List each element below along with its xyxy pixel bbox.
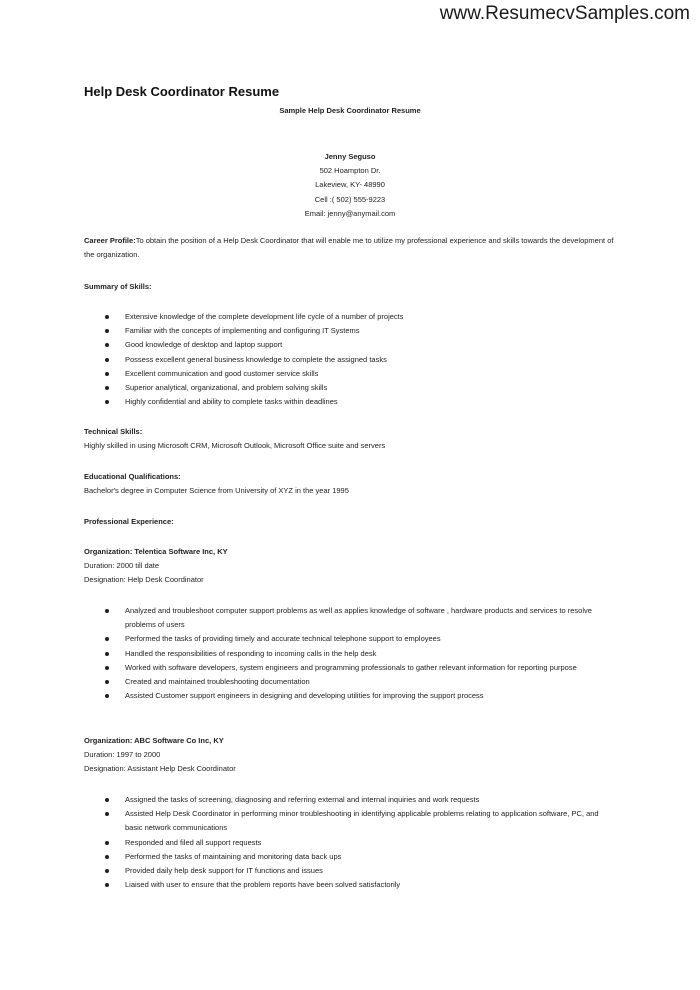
job-organization: Organization: Telentica Software Inc, KY [84, 547, 228, 556]
list-item: Superior analytical, organizational, and problem solving skills [84, 381, 604, 395]
career-profile-label: Career Profile: [84, 236, 136, 245]
list-item: Worked with software developers, system engineers and programming professionals to gather relevant information for reporting purpose [84, 661, 604, 675]
list-item: Highly confidential and ability to complete tasks within deadlines [84, 395, 604, 409]
technical-text: Highly skilled in using Microsoft CRM, Microsoft Outlook, Microsoft Office suite and servers [84, 441, 386, 451]
technical-heading: Technical Skills: [84, 427, 143, 436]
career-profile-text: To obtain the position of a Help Desk Coordinator that will enable me to utilize my professional experience and skills towards the development of the organization. [84, 236, 614, 260]
job-designation: Designation: Help Desk Coordinator [84, 575, 204, 585]
job-organization: Organization: ABC Software Co Inc, KY [84, 736, 224, 745]
list-item: Performed the tasks of maintaining and monitoring data back ups [84, 850, 604, 864]
list-item: Responded and filed all support requests [84, 836, 604, 850]
contact-address: 502 Hoampton Dr. [319, 166, 381, 176]
job-designation: Designation: Assistant Help Desk Coordinator [84, 764, 236, 774]
list-item: Excellent communication and good customer service skills [84, 367, 604, 381]
experience-heading: Professional Experience: [84, 517, 174, 526]
list-item: Extensive knowledge of the complete development life cycle of a number of projects [84, 310, 604, 324]
page-title: Help Desk Coordinator Resume [84, 84, 280, 99]
job-duration: Duration: 2000 till date [84, 561, 160, 571]
contact-cell: Cell :( 502) 555-9223 [314, 194, 386, 204]
list-item: Analyzed and troubleshoot computer support problems as well as applies knowledge of software , hardware products and services to resolve problems of users [84, 604, 604, 632]
skills-list [84, 310, 604, 409]
list-item: Assisted Help Desk Coordinator in performing minor troubleshooting in identifying applicable problems relating to application software, PC, and basic network communications [84, 807, 604, 835]
contact-city: Lakeview, KY- 48990 [315, 180, 385, 190]
contact-block [0, 150, 700, 221]
contact-name: Jenny Seguso [324, 152, 376, 161]
job-1-duties [84, 604, 604, 703]
technical-skills [84, 425, 624, 453]
list-item: Familiar with the concepts of implementing and configuring IT Systems [84, 324, 604, 338]
education-heading: Educational Qualifications: [84, 472, 181, 481]
job-2 [84, 734, 624, 777]
list-item: Performed the tasks of providing timely and accurate technical telephone support to employees [84, 632, 604, 646]
job-2-duties [84, 793, 604, 892]
site-watermark: www.ResumecvSamples.com [439, 3, 690, 24]
list-item: Good knowledge of desktop and laptop support [84, 338, 604, 352]
list-item: Created and maintained troubleshooting documentation [84, 675, 604, 689]
list-item: Assisted Customer support engineers in designing and developing utilities for improving the support process [84, 689, 604, 703]
list-item: Handled the responsibilities of responding to incoming calls in the help desk [84, 647, 604, 661]
list-item: Possess excellent general business knowledge to complete the assigned tasks [84, 353, 604, 367]
subtitle: Sample Help Desk Coordinator Resume [279, 106, 421, 115]
career-profile [84, 234, 624, 262]
job-duration: Duration: 1997 to 2000 [84, 750, 161, 760]
contact-email: Email: jenny@anymail.com [304, 208, 396, 218]
job-1 [84, 545, 624, 588]
list-item: Assigned the tasks of screening, diagnosing and referring external and internal inquiries and work requests [84, 793, 604, 807]
list-item: Liaised with user to ensure that the problem reports have been solved satisfactorily [84, 878, 604, 892]
education [84, 470, 624, 498]
skills-heading: Summary of Skills: [84, 282, 152, 291]
list-item: Provided daily help desk support for IT functions and issues [84, 864, 604, 878]
education-text: Bachelor's degree in Computer Science from University of XYZ in the year 1995 [84, 486, 349, 496]
